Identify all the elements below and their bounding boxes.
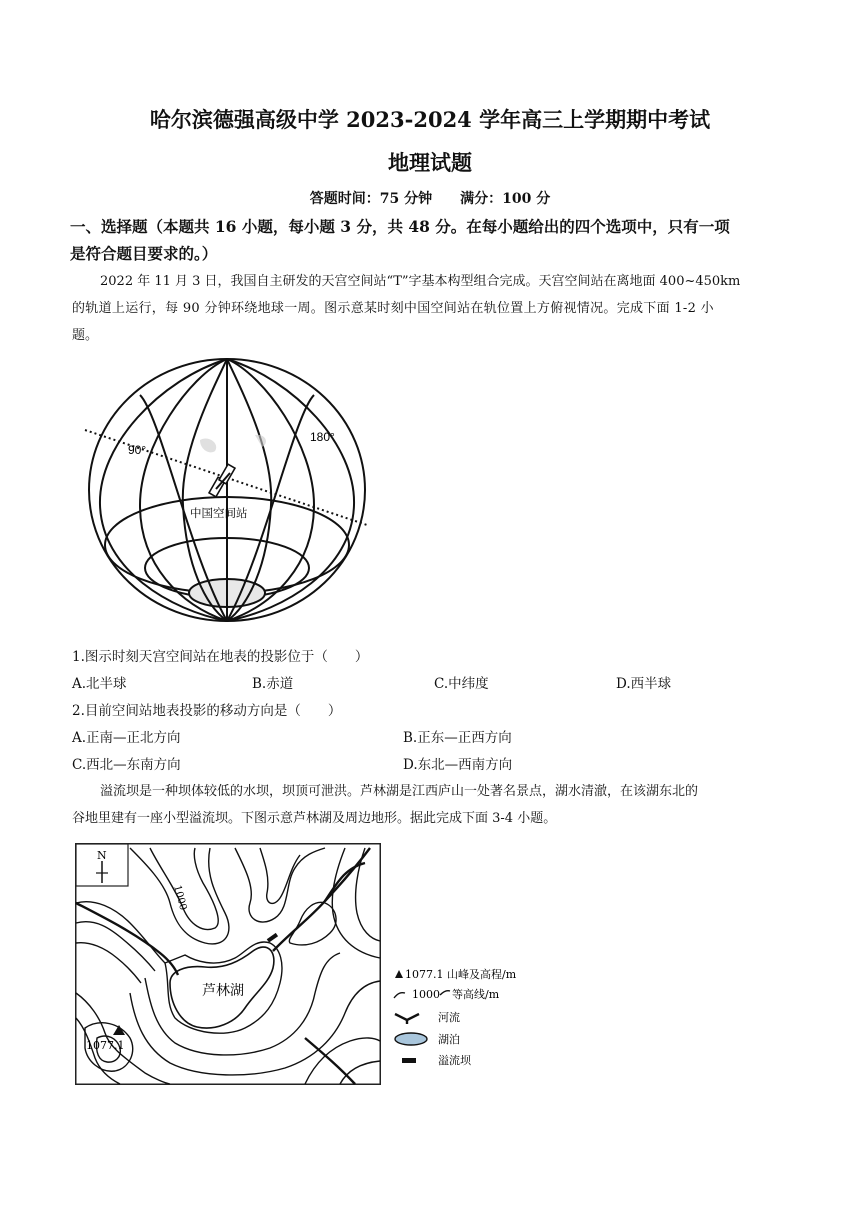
map-legend — [392, 962, 542, 1072]
passage1-line2: 的轨道上运行，每 90 分钟环绕地球一周。图示意某时刻中国空间站在轨位置上方俯视情况。完成下面 1-2 小 — [72, 301, 714, 316]
exam-info: 答题时间：75 分钟 满分：100 分 — [309, 191, 551, 207]
question-2-option-c[interactable]: C.西北—东南方向 — [72, 757, 181, 773]
section-heading-line2: 是符合题目要求的。） — [70, 244, 218, 263]
passage1-line3: 题。 — [72, 328, 99, 343]
legend-contour-icon — [394, 993, 405, 998]
question-2-stem: 2.目前空间站地表投影的移动方向是（ ） — [72, 703, 342, 719]
globe-figure — [80, 355, 375, 625]
question-1-option-a[interactable]: A.北半球 — [72, 676, 127, 692]
section-heading-line1: 一、选择题（本题共 16 小题，每小题 3 分，共 48 分。在每小题给出的四个选项中，只有一项 — [70, 217, 730, 236]
peak-label: 1077.1 — [86, 1039, 125, 1052]
legend-contour-value: 1000 — [412, 988, 440, 1001]
label-180: 180° — [310, 430, 335, 444]
legend-peak: 1077.1 山峰及高程/m — [405, 968, 517, 981]
question-1-stem: 1.图示时刻天宫空间站在地表的投影位于（ ） — [72, 649, 369, 665]
question-1-option-c[interactable]: C.中纬度 — [434, 676, 489, 692]
passage2-line1: 溢流坝是一种坝体较低的水坝，坝顶可泄洪。芦林湖是江西庐山一处著名景点，湖水清澈，在该湖东北的 — [100, 784, 699, 799]
legend-river: 河流 — [438, 1011, 460, 1024]
question-2-option-d[interactable]: D.东北—西南方向 — [403, 757, 513, 773]
question-2-option-b[interactable]: B.正东—正西方向 — [403, 730, 512, 746]
question-1-option-d[interactable]: D.西半球 — [616, 676, 672, 692]
legend-lake: 湖泊 — [438, 1033, 460, 1046]
label-90: 90° — [128, 443, 147, 457]
legend-peak-icon — [395, 970, 403, 978]
question-1-option-b[interactable]: B.赤道 — [252, 676, 294, 692]
topographic-map — [75, 843, 381, 1085]
legend-dam: 溢流坝 — [438, 1054, 471, 1067]
contour-label: 1000 — [171, 884, 189, 912]
space-station-icon — [209, 464, 235, 497]
station-label: 中国空间站 — [190, 508, 248, 520]
exam-title: 哈尔滨德强高级中学 2023-2024 学年高三上学期期中考试 — [149, 107, 711, 132]
legend-dam-icon — [402, 1058, 416, 1063]
north-label: N — [97, 849, 107, 862]
north-arrow-icon — [76, 844, 128, 886]
legend-river-icon — [395, 1014, 419, 1024]
legend-lake-icon — [395, 1033, 427, 1045]
subject-title: 地理试题 — [388, 150, 472, 175]
passage2-line2: 谷地里建有一座小型溢流坝。下图示意芦林湖及周边地形。据此完成下面 3-4 小题。 — [72, 811, 557, 826]
passage1-line1: 2022 年 11 月 3 日，我国自主研发的天宫空间站“T”字基本构型组合完成。天宫空间站在离地面 400~450km — [100, 274, 741, 289]
lake-label: 芦林湖 — [202, 983, 244, 999]
question-2-option-a[interactable]: A.正南—正北方向 — [72, 730, 181, 746]
legend-contour: 等高线/m — [452, 988, 500, 1001]
